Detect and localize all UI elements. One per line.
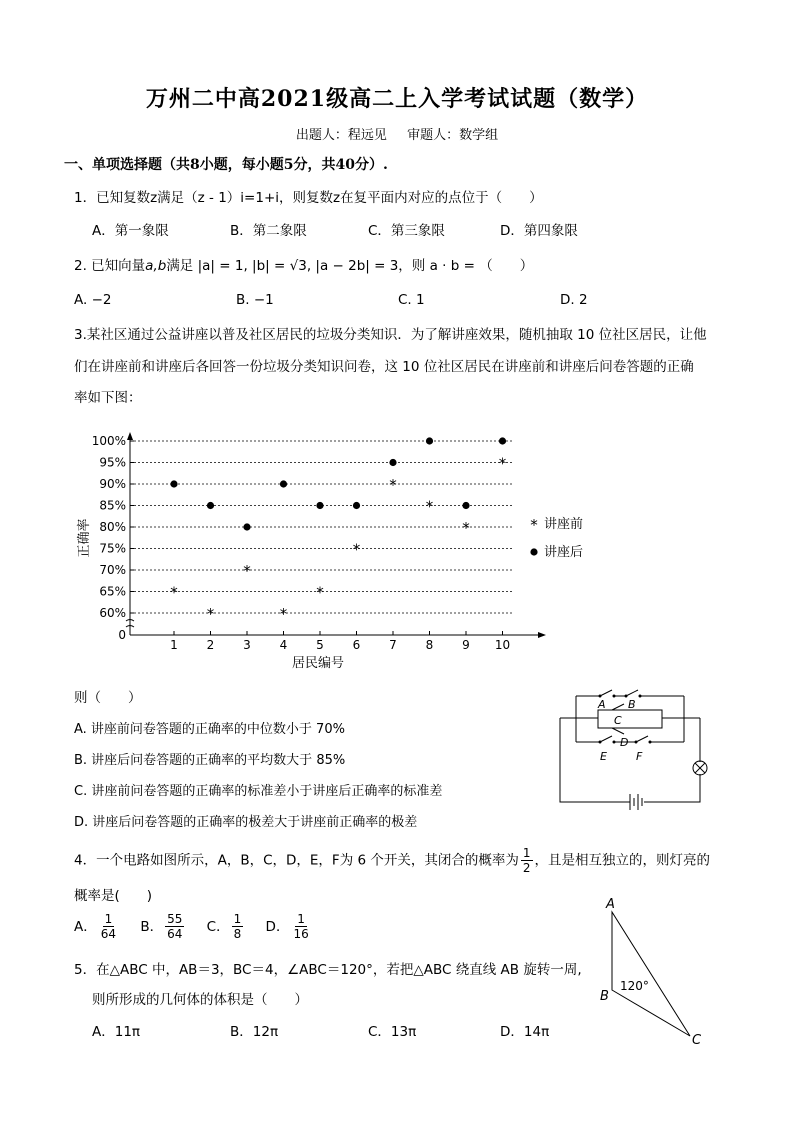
q5-option-d: D．14π <box>500 1024 550 1040</box>
q2-stem-b: 满足 |a| = 1, |b| = <box>166 258 290 274</box>
q2-option-d: D. 2 <box>560 292 588 308</box>
circuit-label-a: A <box>598 698 606 711</box>
point-before: * <box>316 583 324 602</box>
setter: 出题人：程远见 <box>295 128 387 143</box>
point-after <box>389 459 396 466</box>
point-after <box>426 437 433 444</box>
y-tick-label: 85% <box>99 498 126 513</box>
switch-d <box>612 728 624 734</box>
y-tick-label: 75% <box>99 541 126 556</box>
scatter-chart <box>70 420 630 680</box>
y-tick-label: 90% <box>99 477 126 491</box>
legend-label: 讲座后 <box>544 545 584 560</box>
point-before: * <box>389 476 397 494</box>
q2-sqrt: √3 <box>289 258 307 274</box>
point-before: * <box>243 562 251 580</box>
q4-option-b: B． $\frac{55}{64}$ <box>140 912 183 941</box>
x-tick-label: 5 <box>316 638 324 652</box>
q4-stem-a: 4．一个电路如图所示，A，B，C，D，E，F为 6 个开关，其闭合的概率为 <box>74 852 519 869</box>
y-tick-label: 100% <box>91 434 126 448</box>
section-heading: 一、单项选择题（共8小题，每小题5分，共40分）. <box>64 157 388 173</box>
q2-stem <box>74 254 533 274</box>
y-tick-label: 95% <box>99 455 126 470</box>
circuit-label-c: C <box>614 714 622 727</box>
x-tick-label: 3 <box>243 638 251 652</box>
angle-label: 120° <box>620 979 649 993</box>
q5-option-a: A．11π <box>92 1024 141 1040</box>
x-tick-label: 4 <box>279 638 288 652</box>
point-before: * <box>498 454 507 473</box>
y-axis-arrow <box>127 432 133 440</box>
reviewer: 审题人：数学组 <box>407 128 499 143</box>
x-tick-label: 9 <box>462 638 470 652</box>
x-tick-label: 1 <box>170 638 178 652</box>
q5-option-c: C．13π <box>368 1024 417 1040</box>
q4-stem-b: ，且是相互独立的，则灯亮的 <box>534 852 711 869</box>
circuit-wire-left <box>560 718 630 802</box>
point-before: * <box>462 519 470 537</box>
legend-label: 讲座前 <box>544 517 584 532</box>
x-tick-label: 2 <box>206 638 215 652</box>
circuit-label-e: E <box>600 750 607 763</box>
q1-stem: 1．已知复数z满足（z - 1）i=1+i，则复数z在复平面内对应的点位于（ ） <box>74 190 543 206</box>
q4-prob-fraction: $\frac{1}{2}$ <box>522 846 531 875</box>
q2-vectors: a,b <box>145 258 167 274</box>
q2-stem-c: , |a − 2b| = 3，则 a · b = （ ） <box>306 258 534 274</box>
legend-marker-before: * <box>530 516 538 534</box>
q4-option-c: C． $\frac{1}{8}$ <box>206 912 242 941</box>
point-after <box>243 523 250 530</box>
q5-option-b: B．12π <box>230 1024 279 1040</box>
q2-option-c: C. 1 <box>398 292 425 308</box>
q3-option-b: B. 讲座后问卷答题的正确率的平均数大于 85% <box>74 753 346 768</box>
point-after <box>462 502 469 509</box>
y-tick-label: 0 <box>118 628 126 642</box>
q2-stem-a: 2. 已知向量 <box>74 258 146 274</box>
q1-option-b: B．第二象限 <box>230 223 307 239</box>
q4-option-d: D． $\frac{1}{16}$ <box>265 912 309 941</box>
q5-stem1: 5．在△ABC 中，AB＝3，BC＝4，∠ABC＝120°，若把△ABC 绕直线 AB 旋转一周, <box>74 962 582 978</box>
point-after <box>316 502 323 509</box>
q1-option-c: C．第三象限 <box>368 223 445 239</box>
x-tick-label: 6 <box>352 638 361 652</box>
y-tick-label: 80% <box>99 520 126 534</box>
y-tick-label: 70% <box>99 563 126 577</box>
switch-f <box>636 736 648 742</box>
q3-option-d: D. 讲座后问卷答题的正确率的极差大于讲座前正确率的极差 <box>74 815 418 830</box>
authors-line <box>0 124 794 143</box>
q3-option-a: A. 讲座前问卷答题的正确率的中位数小于 70% <box>74 722 345 737</box>
q3-option-c: C. 讲座前问卷答题的正确率的标准差小于讲座后正确率的标准差 <box>74 784 443 799</box>
triangle-figure <box>596 898 716 1048</box>
y-tick-label: 65% <box>99 584 126 599</box>
q5-stem2: 则所形成的几何体的体积是（ ） <box>92 992 308 1008</box>
x-tick-label: 10 <box>494 638 511 652</box>
point-after <box>280 480 287 487</box>
point-after <box>170 480 177 487</box>
x-tick-label: 7 <box>389 638 397 652</box>
x-tick-label: 8 <box>425 638 434 652</box>
circuit-label-b: B <box>628 698 636 711</box>
q3-line1: 3.某社区通过公益讲座以普及社区居民的垃圾分类知识．为了解讲座效果，随机抽取 10 位社区居民，让他 <box>74 327 707 343</box>
vertex-a: A <box>606 898 615 912</box>
point-before: * <box>170 583 178 602</box>
legend-marker-after <box>530 548 537 555</box>
cd-parallel-box <box>598 710 662 728</box>
circuit-label-f: F <box>636 750 643 763</box>
point-after <box>499 437 506 444</box>
point-before: * <box>425 497 434 516</box>
point-after <box>207 502 214 509</box>
switch-e <box>600 736 612 742</box>
vertex-c: C <box>692 1033 702 1048</box>
switch-b <box>626 690 638 696</box>
q1-option-d: D．第四象限 <box>500 223 578 239</box>
q2-option-a: A. −2 <box>74 292 112 308</box>
triangle-abc <box>612 912 690 1036</box>
point-after <box>353 502 360 509</box>
q3-then: 则（ ） <box>74 690 142 706</box>
point-before: * <box>352 540 361 559</box>
page-title: 万州二中高2021级高二上入学考试试题（数学） <box>145 86 649 112</box>
q4-option-a: A． $\frac{1}{64}$ <box>74 912 117 941</box>
point-before: * <box>279 605 288 623</box>
chart-xlabel: 居民编号 <box>291 656 345 671</box>
circuit-label-d: D <box>620 736 629 749</box>
circuit-diagram <box>540 684 720 814</box>
vertex-b: B <box>600 989 609 1004</box>
q4-stem <box>74 846 710 875</box>
chart-ylabel: 正确率 <box>77 518 92 558</box>
x-axis-arrow <box>538 632 546 638</box>
switch-c <box>612 704 624 710</box>
q4-options <box>74 912 313 941</box>
q3-line2: 们在讲座前和讲座后各回答一份垃圾分类知识问卷，这 10 位社区居民在讲座前和讲座后问卷答题的正确 <box>74 359 694 375</box>
q1-option-a: A．第一象限 <box>92 223 169 239</box>
circuit-wire-right <box>644 774 700 802</box>
switch-a <box>600 690 612 696</box>
q3-line3: 率如下图： <box>74 390 142 406</box>
point-before: * <box>206 605 215 623</box>
y-tick-label: 60% <box>99 606 126 620</box>
q2-option-b: B. −1 <box>236 292 274 308</box>
q4-line2: 概率是( ) <box>74 888 153 904</box>
